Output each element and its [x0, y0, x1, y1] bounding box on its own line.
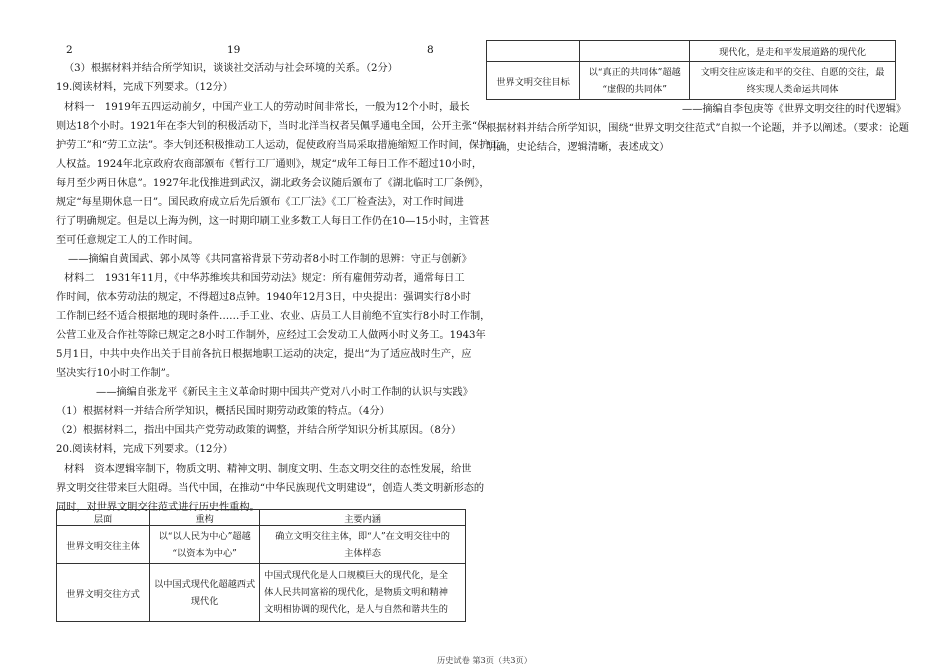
table-row [57, 526, 466, 564]
question-text: （3）根据材料并结合所学知识，谈谈社交活动与社会环境的关系。（2分） [64, 63, 398, 74]
civilization-table-part1 [56, 509, 466, 622]
table-row [487, 62, 896, 100]
content-cell [690, 62, 896, 100]
reconstruct-cell [150, 564, 260, 622]
level-cell: 世界文明交往主体 [57, 526, 150, 564]
level-cell [487, 41, 580, 62]
column-header: 重构 [150, 510, 260, 526]
source-citation: ——摘编自张龙平《新民主主义革命时期中国共产党对八小时工作制的认识与实践》 [96, 387, 473, 398]
cell-line: 以“以人民为中心”超越 [158, 530, 251, 542]
question-text: （2）根据材料二，指出中国共产党劳动政策的调整，并结合所学知识分析其原因。（8分） [56, 425, 462, 436]
cell-line: 文明交往应该走和平的交往、自愿的交往，最 [700, 66, 885, 78]
material-text: 坚决实行10小时工作制”。 [56, 368, 177, 379]
cell-line: 体人民共同富裕的现代化，是物质文明和精神 [264, 587, 448, 598]
top-number: 8 [427, 44, 434, 56]
table-header-row [57, 510, 466, 526]
source-citation: ——摘编自李包庚等《世界文明交往的时代逻辑》 [682, 104, 907, 115]
content-cell [260, 526, 466, 564]
question-text: 明确，史论结合，逻辑清晰，表述成文） [486, 142, 670, 153]
material-text: 人权益。1924年北京政府农商部颁布《暂行工厂通则》，规定“成年工每日工作不超过10小时， [56, 159, 483, 170]
cell-line: 中国式现代化是人口规模巨大的现代化，是全 [264, 570, 448, 581]
column-header: 层面 [57, 510, 150, 526]
level-cell: 世界文明交往方式 [57, 564, 150, 622]
material-text: 至可任意规定工人的工作时间。 [56, 235, 199, 246]
material-text: 材料一 1919年五四运动前夕，中国产业工人的劳动时间非常长，一般为12个小时，最长 [64, 102, 470, 113]
material-text: 规定“每星期休息一日”。国民政府成立后先后颁布《工厂法》《工厂检查法》，对工作时间进 [56, 197, 464, 208]
material-text: 每月至少两日休息”。1927年北伐推进到武汉，湖北政务会议随后颁布了《湖北临时工厂条例》， [56, 178, 490, 189]
material-text: 工作制已经不适合根据地的现时条件……手工业、农业、店员工人目前绝不宜实行8小时工作制， [56, 311, 491, 322]
reconstruct-cell [580, 62, 690, 100]
content-cell: 现代化，是走和平发展道路的现代化 [690, 41, 896, 62]
cell-line: 以中国式现代化超越西式 [154, 578, 256, 590]
material-text: 5月1日，中共中央作出关于目前各抗日根据地职工运动的决定，提出“为了适应战时生产，应 [56, 349, 472, 360]
cell-line: 确立文明交往主体，即“人”在文明交往中的 [275, 530, 450, 542]
question-heading: 20.阅读材料，完成下列要求。（12分） [56, 444, 233, 455]
question-heading: 19.阅读材料，完成下列要求。（12分） [56, 82, 233, 93]
question-text: （1）根据材料一并结合所学知识，概括民国时期劳动政策的特点。（4分） [56, 406, 390, 417]
material-text: 材料 资本逻辑宰制下，物质文明、精神文明、制度文明、生态文明交往的态性发展，给世 [64, 464, 472, 475]
material-text: 则达18个小时。1921年在李大钊的积极活动下，当时北洋当权者吴佩孚通电全国，公开主张“保 [56, 121, 488, 132]
top-number: 2 [66, 44, 73, 56]
material-text: 同时，对世界文明交往范式进行历史性重构。 [56, 502, 260, 513]
reconstruct-cell [580, 41, 690, 62]
level-cell: 世界文明交往目标 [487, 62, 580, 100]
content-cell [260, 564, 466, 622]
cell-line: “以资本为中心” [172, 547, 237, 559]
material-text: 界文明交往带来巨大阻碍。当代中国，在推动“中华民族现代文明建设”，创造人类文明新形态的 [56, 483, 485, 494]
cell-line: 以“真正的共同体”超越 [588, 66, 681, 78]
cell-line: 主体样态 [344, 547, 381, 559]
reconstruct-cell [150, 526, 260, 564]
source-citation: ——摘编自黄国武、郭小凤等《共同富裕背景下劳动者8小时工作制的思辨：守正与创新》 [68, 254, 472, 265]
question-text: 根据材料并结合所学知识，围绕“世界文明交往范式”自拟一个论题，并予以阐述。（要求：论题 [486, 123, 909, 134]
top-number: 19 [227, 44, 241, 56]
column-header: 主要内涵 [260, 510, 466, 526]
cell-line: 文明相协调的现代化，是人与自然和谐共生的 [264, 604, 448, 615]
material-text: 作时间，依本劳动法的规定，不得超过8点钟。1940年12月3日，中央提出：强调实行8小时 [56, 292, 471, 303]
civilization-table-part2 [486, 40, 896, 100]
material-text: 护劳工”和“劳工立法”。李大钊还积极推动工人运动，促使政府当局采取措施缩短工作时间，保护工 [56, 140, 500, 151]
material-text: 行了明确规定。但是以上海为例，这一时期印刷工业多数工人每日工作仍在10—15小时，主管甚 [56, 216, 490, 227]
cell-line: 终实现人类命运共同体 [746, 83, 839, 95]
material-text: 材料二 1931年11月，《中华苏维埃共和国劳动法》规定：所有雇佣劳动者，通常每日工 [64, 273, 465, 284]
table-row [57, 564, 466, 622]
page-footer: 历史试卷 第3页（共3页） [437, 655, 532, 665]
cell-line: “虚假的共同体” [602, 83, 667, 95]
table-row [487, 41, 896, 62]
cell-line: 现代化 [190, 595, 219, 607]
material-text: 公营工业及合作社等除已规定之8小时工作制外，应经过工会发动工人做两小时义务工。1943年 [56, 330, 486, 341]
